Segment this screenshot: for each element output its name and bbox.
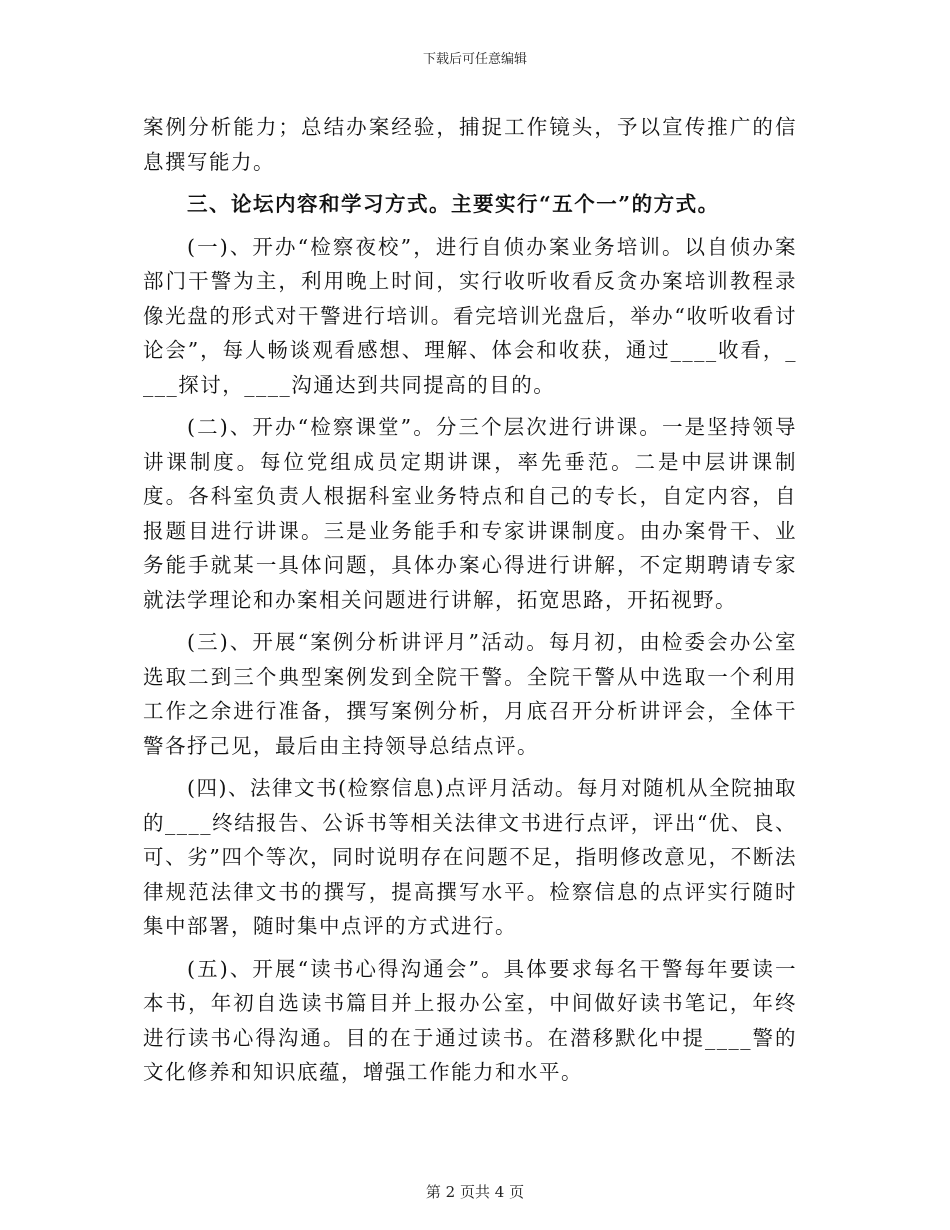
paragraph-item-3-case-analysis: (三)、开展“案例分析讲评月”活动。每月初，由检委会办公室选取二到三个典型案例发到全院干警。全院干警从中选取一个利用工作之余进行准备，撰写案例分析，月底召开分析讲评会，全体干警各抒己见，最后由主持领导总结点评。 — [143, 630, 797, 758]
paragraph-gap — [143, 222, 797, 230]
paragraph-intro-continuation: 案例分析能力；总结办案经验，捕捉工作镜头，予以宣传推广的信息撰写能力。 — [143, 115, 797, 174]
paragraph-gap — [143, 617, 797, 625]
paragraph-gap — [143, 179, 797, 187]
paragraph-gap — [143, 944, 797, 952]
paragraph-item-5-reading-meeting: (五)、开展“读书心得沟通会”。具体要求每名干警每年要读一本书，年初自选读书篇目并上报办公室，中间做好读书笔记，年终进行读书心得沟通。目的在于通过读书。在潜移默化中提____警的文化修养和知识底蕴，增强工作能力和水平。 — [143, 956, 797, 1084]
paragraph-gap — [143, 402, 797, 410]
paragraph-gap — [143, 763, 797, 771]
paragraph-item-2-classroom: (二)、开办“检察课堂”。分三个层次进行讲课。一是坚持领导讲课制度。每位党组成员定期讲课，率先垂范。二是中层讲课制度。各科室负责人根据科室业务特点和自己的专长，自定内容，自报题目进行讲课。三是业务能手和专家讲课制度。由办案骨干、业务能手就某一具体问题，具体办案心得进行讲解，不定期聘请专家就法学理论和办案相关问题进行讲解，拓宽思路，开拓视野。 — [143, 415, 797, 612]
document-body — [143, 110, 797, 1090]
paragraph-item-1-night-school: (一)、开办“检察夜校”，进行自侦办案业务培训。以自侦办案部门干警为主，利用晚上时间，实行收听收看反贪办案培训教程录像光盘的形式对干警进行培训。看完培训光盘后，举办“收听收看讨论会”，每人畅谈观看感想、理解、体会和收获，通过____收看，____探讨，____沟通达到共同提高的目的。 — [143, 234, 797, 397]
page-header: 下载后可任意编辑 — [422, 52, 527, 67]
section-heading-forum-content: 三、论坛内容和学习方式。主要实行“五个一”的方式。 — [187, 192, 720, 216]
page-number-footer: 第 2 页共 4 页 — [425, 1183, 525, 1201]
paragraph-item-4-legal-documents: (四)、法律文书(检察信息)点评月活动。每月对随机从全院抽取的____终结报告、公诉书等相关法律文书进行点评，评出“优、良、可、劣”四个等次，同时说明存在问题不足，指明修改意见，不断法律规范法律文书的撰写，提高撰写水平。检察信息的点评实行随时集中部署，随时集中点评的方式进行。 — [143, 776, 797, 938]
